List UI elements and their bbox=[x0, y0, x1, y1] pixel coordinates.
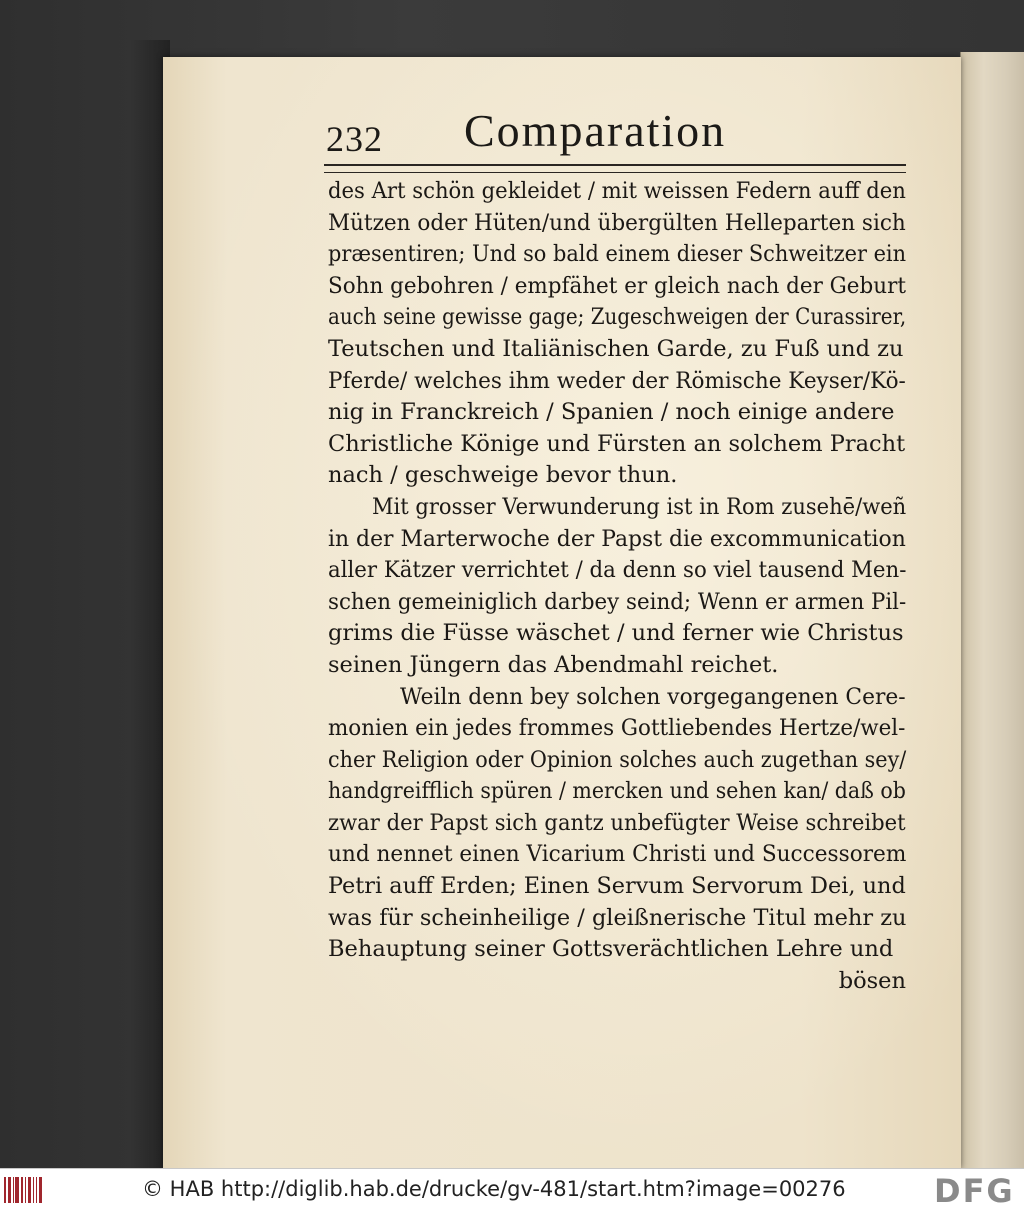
catchword: bösen bbox=[838, 967, 906, 994]
running-title: Comparation bbox=[464, 105, 727, 156]
text-line: monien ein jedes frommes Gottliebendes Hertze/wel- bbox=[328, 715, 906, 742]
text-line: was für scheinheilige / gleißnerische Titul mehr zu bbox=[328, 904, 907, 931]
text-line: nach / geschweige bevor thun. bbox=[328, 462, 678, 489]
text-line: des Art schön gekleidet / mit weissen Federn auff den bbox=[328, 178, 906, 204]
text-line: seinen Jüngern das Abendmahl reichet. bbox=[328, 651, 779, 678]
text-line: Petri auff Erden; Einen Servum Servorum Dei, und bbox=[328, 873, 906, 900]
text-line: und nennet einen Vicarium Christi und Successorem bbox=[328, 841, 907, 868]
text-line: Mit grosser Verwunderung ist in Rom zusehē/weñ bbox=[372, 493, 907, 520]
footer-bar bbox=[0, 1168, 1024, 1210]
text-line: Mützen oder Hüten/und übergülten Helleparten sich bbox=[328, 209, 906, 236]
text-line: aller Kätzer verrichtet / da denn so viel tausend Men- bbox=[328, 557, 907, 584]
text-line: grims die Füsse wäschet / und ferner wie Christus bbox=[328, 620, 904, 647]
text-line: Weiln denn bey solchen vorgegangenen Cere- bbox=[400, 683, 906, 710]
text-line: nig in Franckreich / Spanien / noch einige andere bbox=[328, 399, 895, 426]
text-line: zwar der Papst sich gantz unbefügter Weise schreibet bbox=[328, 809, 906, 836]
page-number: 232 bbox=[326, 119, 383, 159]
text-line: Pferde/ welches ihm weder der Römische Keyser/Kö- bbox=[328, 367, 906, 394]
text-line: Behauptung seiner Gottsverächtlichen Lehre und bbox=[328, 936, 894, 963]
text-line: Christliche Könige und Fürsten an solchem Pracht bbox=[328, 430, 906, 457]
footer-credit-link[interactable]: © HAB http://diglib.hab.de/drucke/gv-481/start.htm?image=00276 bbox=[142, 1177, 846, 1201]
page-text bbox=[328, 176, 906, 997]
header-rule bbox=[324, 164, 906, 173]
text-line: handgreifflich spüren / mercken und sehen kan/ daß ob bbox=[328, 778, 906, 805]
text-line: schen gemeiniglich darbey seind; Wenn er armen Pil- bbox=[328, 588, 907, 615]
text-line: cher Religion oder Opinion solches auch zugethan sey/ bbox=[328, 746, 907, 773]
page-header bbox=[326, 104, 906, 160]
text-line: Teutschen und Italiänischen Garde, zu Fuß und zu bbox=[328, 335, 904, 362]
text-line: Sohn gebohren / empfähet er gleich nach der Geburt bbox=[328, 272, 906, 299]
dfg-logo: DFG bbox=[934, 1172, 1015, 1210]
facing-page-edge bbox=[960, 52, 1024, 1168]
text-line: auch seine gewisse gage; Zugeschweigen der Curassirer, bbox=[328, 304, 907, 331]
text-line: præsentiren; Und so bald einem dieser Schweitzer ein bbox=[328, 241, 907, 268]
text-line: in der Marterwoche der Papst die excommunication bbox=[328, 525, 906, 552]
barcode-icon bbox=[4, 1177, 42, 1203]
